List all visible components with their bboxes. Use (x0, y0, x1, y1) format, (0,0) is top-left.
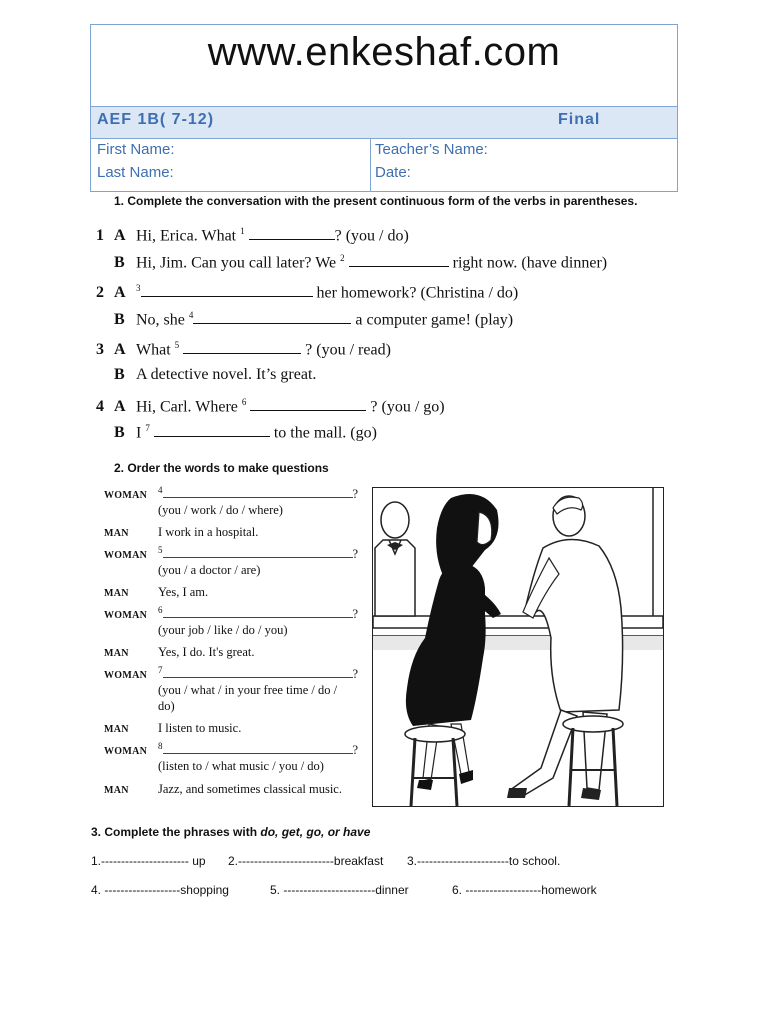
course-code: AEF 1B( 7-12) (97, 111, 215, 128)
question-8: $^8$ ? (158, 741, 359, 758)
date-label: Date: (375, 164, 411, 181)
conv-line-1b (96, 253, 607, 272)
conv-line-4a (96, 397, 445, 416)
phrase-1[interactable]: 1.---------------------- up (91, 854, 206, 868)
text-after: her homework? (Christina / do) (316, 284, 519, 302)
speaker: A (114, 341, 126, 359)
blank-number: 7 (145, 423, 150, 433)
phrase-3[interactable]: 3.-----------------------to school. (407, 854, 561, 868)
answer-blank-q8[interactable] (163, 744, 353, 754)
text-before: No, she (136, 311, 185, 329)
exam-type: Final (558, 111, 601, 128)
hint-7a: (you / what / in your free time / do / (158, 683, 338, 697)
role-woman: WOMAN (104, 670, 148, 681)
text-before: A detective novel. It’s great. (136, 366, 317, 383)
question-5: $^5$ ? (158, 545, 359, 562)
name-divider (370, 138, 371, 191)
bar-scene-illustration (372, 487, 664, 807)
role-woman: WOMAN (104, 550, 148, 561)
answer-blank-q5[interactable] (163, 548, 353, 558)
answer-blank-4[interactable] (193, 311, 351, 324)
conv-line-4b (96, 423, 377, 442)
blank-number: 1 (240, 226, 245, 236)
phrase-2[interactable]: 2.------------------------breakfast (228, 854, 384, 868)
site-title: www.enkeshaf.com (207, 30, 561, 74)
conv-line-2a (96, 283, 518, 302)
section3-instruction: 3. Complete the phrases with do, get, go, or have (91, 825, 371, 839)
speaker: B (114, 424, 125, 442)
phrase-6[interactable]: 6. -------------------homework (452, 883, 597, 897)
answer-blank-q6[interactable] (163, 608, 353, 618)
text-after: right now. (have dinner) (452, 254, 608, 272)
text-before: Hi, Carl. Where (136, 398, 238, 416)
blank-number: 3 (136, 283, 141, 293)
blank-number: 4 (188, 310, 194, 320)
role-man: MAN (104, 785, 129, 796)
question-4: $^4$ ? (158, 485, 359, 502)
hint-6: (your job / like / do / you) (158, 623, 288, 637)
answer-blank-7[interactable] (154, 424, 270, 437)
item-number: 4 (96, 398, 104, 416)
first-name-label: First Name: (97, 141, 175, 158)
question-7: $^7$ ? (158, 665, 359, 682)
answer-8: Jazz, and sometimes classical music. (158, 782, 342, 796)
blank-number: 5 (174, 340, 180, 350)
text-before: I (136, 424, 142, 442)
speaker: A (114, 398, 126, 416)
speaker: A (114, 227, 126, 245)
speaker: B (114, 366, 125, 383)
answer-blank-q7[interactable] (163, 668, 353, 678)
conv-line-1a (96, 226, 409, 245)
item-number: 3 (96, 341, 104, 359)
hint-5: (you / a doctor / are) (158, 563, 261, 577)
text-before: What (136, 341, 171, 359)
role-woman: WOMAN (104, 610, 148, 621)
text-after: ? (you / go) (370, 398, 445, 416)
answer-blank-2[interactable] (349, 254, 449, 267)
hint-8: (listen to / what music / you / do) (158, 759, 324, 773)
answer-4: I work in a hospital. (158, 525, 259, 539)
role-woman: WOMAN (104, 490, 148, 501)
phrase-4[interactable]: 4. -------------------shopping (91, 883, 229, 897)
answer-7: I listen to music. (158, 721, 242, 735)
answer-6: Yes, I do. It's great. (158, 645, 255, 659)
hint-4: (you / work / do / where) (158, 503, 283, 517)
role-woman: WOMAN (104, 746, 148, 757)
section2-instruction: 2. Order the words to make questions (114, 461, 329, 475)
answer-blank-1[interactable] (249, 227, 335, 240)
teacher-name-label: Teacher’s Name: (375, 141, 488, 158)
text-before: Hi, Erica. What (136, 227, 237, 245)
answer-5: Yes, I am. (158, 585, 209, 599)
hint-7b: do) (158, 699, 175, 713)
answer-blank-q4[interactable] (163, 488, 353, 498)
blank-number: 2 (340, 253, 345, 263)
text-before: Hi, Jim. Can you call later? We (136, 254, 337, 272)
speaker: A (114, 284, 126, 302)
role-man: MAN (104, 588, 129, 599)
question-6: $^6$ ? (158, 605, 359, 622)
item-number: 2 (96, 284, 104, 302)
speaker: B (114, 311, 125, 329)
answer-blank-3[interactable] (141, 284, 313, 297)
blank-number: 6 (241, 397, 247, 407)
item-number: 1 (96, 227, 104, 245)
answer-blank-5[interactable] (183, 341, 301, 354)
role-man: MAN (104, 528, 129, 539)
text-after: ? (you / read) (305, 341, 391, 359)
conv-line-3b (96, 366, 316, 384)
text-after: a computer game! (play) (355, 311, 514, 329)
role-man: MAN (104, 724, 129, 735)
role-man: MAN (104, 648, 129, 659)
text-after: to the mall. (go) (273, 424, 377, 442)
speaker: B (114, 254, 125, 272)
phrase-5[interactable]: 5. -----------------------dinner (270, 883, 409, 897)
conv-line-2b (96, 310, 513, 329)
text-after: ? (you / do) (334, 227, 409, 245)
answer-blank-6[interactable] (250, 398, 366, 411)
section1-instruction: 1. Complete the conversation with the present continuous form of the verbs in parentheses. (114, 194, 638, 208)
last-name-label: Last Name: (97, 164, 174, 181)
conv-line-3a (96, 340, 391, 359)
